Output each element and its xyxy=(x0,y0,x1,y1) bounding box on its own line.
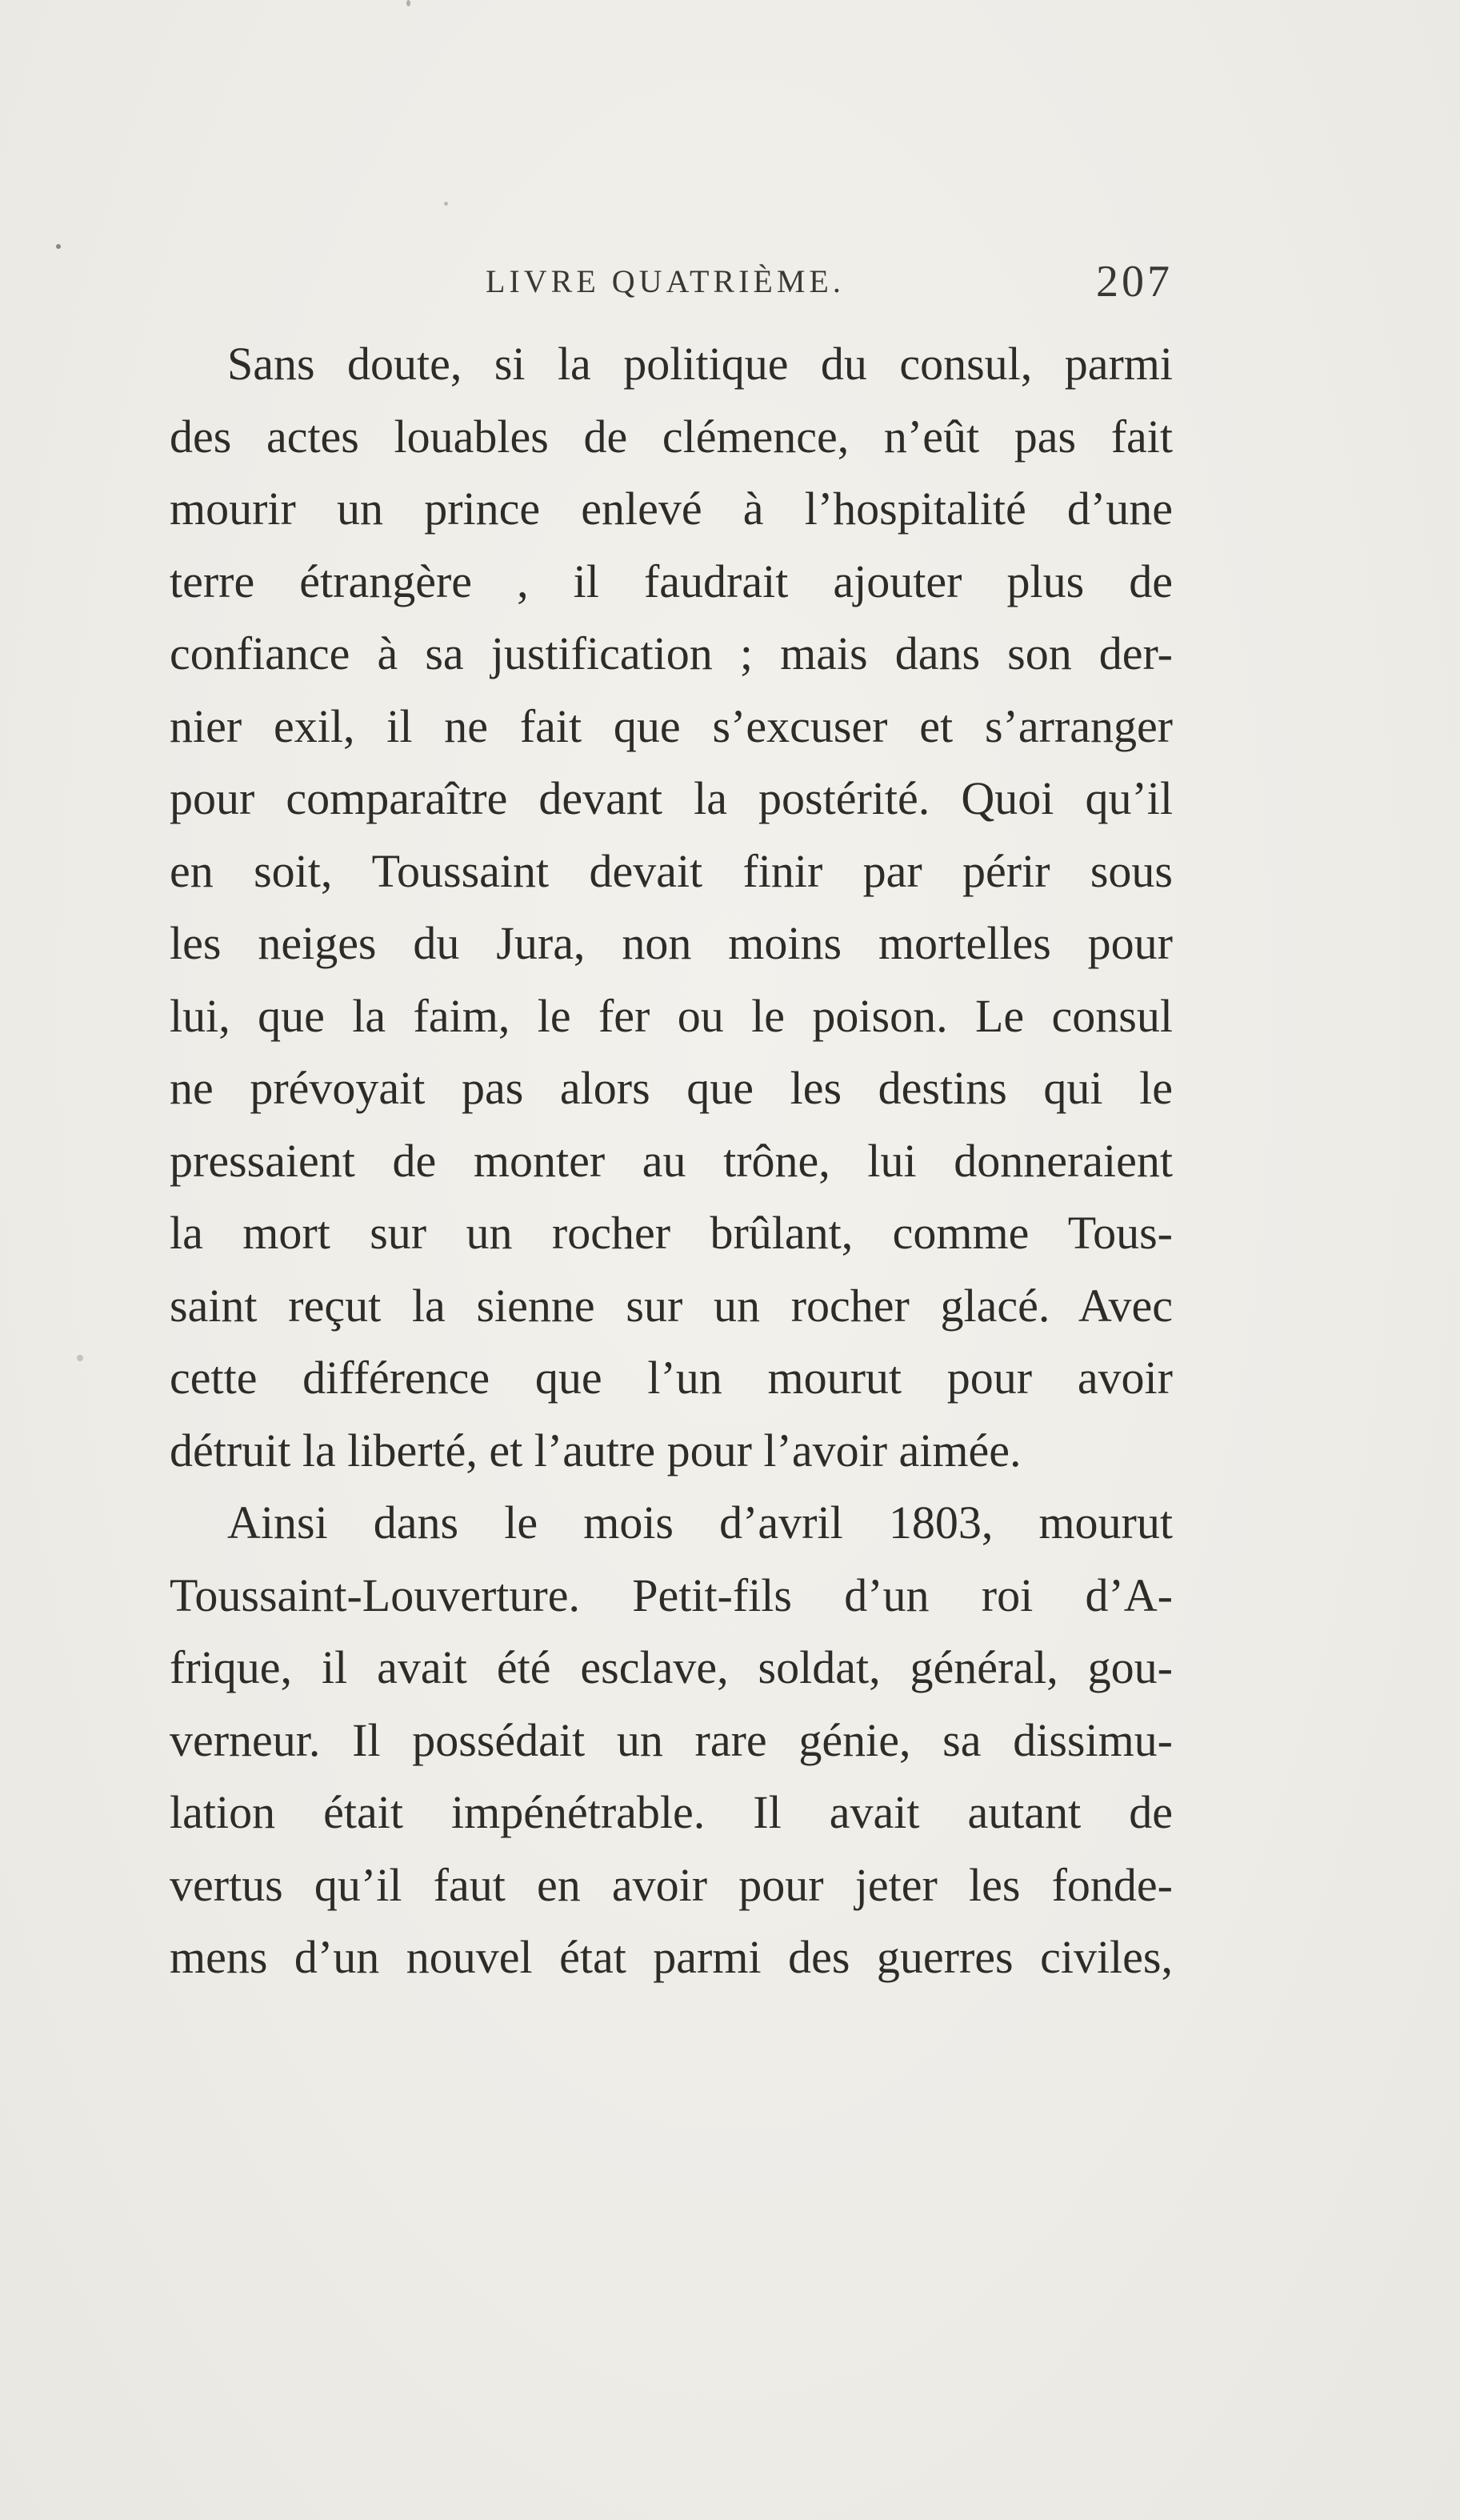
body-text xyxy=(170,328,1173,1994)
text-line: saint reçut la sienne sur un rocher glacé. Avec xyxy=(170,1279,1173,1332)
text-line: terre étrangère , il faudrait ajouter plus de xyxy=(170,555,1173,607)
text-line: lui, que la faim, le fer ou le poison. Le consul xyxy=(170,989,1173,1042)
text-line: mens d’un nouvel état parmi des guerres civiles, xyxy=(170,1931,1173,1983)
paper-speck xyxy=(444,202,448,206)
text-line: lation était impénétrable. Il avait autant de xyxy=(170,1786,1173,1838)
text-line: détruit la liberté, et l’autre pour l’avoir aimée. xyxy=(170,1424,1022,1476)
text-line: frique, il avait été esclave, soldat, général, gou- xyxy=(170,1641,1173,1693)
text-line: les neiges du Jura, non moins mortelles pour xyxy=(170,917,1173,969)
text-line: Sans doute, si la politique du consul, parmi xyxy=(227,338,1173,390)
paper-speck xyxy=(56,244,61,249)
text-line: verneur. Il possédait un rare génie, sa dissimu- xyxy=(170,1713,1173,1766)
paper-speck xyxy=(406,0,410,6)
running-head xyxy=(170,256,1173,304)
text-line: vertus qu’il faut en avoir pour jeter les fonde- xyxy=(170,1858,1173,1911)
text-line: Ainsi dans le mois d’avril 1803, mourut xyxy=(227,1496,1173,1548)
paper-speck xyxy=(77,1355,83,1361)
text-line: pour comparaître devant la postérité. Quoi qu’il xyxy=(170,772,1173,824)
text-line: Toussaint-Louverture. Petit-fils d’un roi d’A- xyxy=(170,1568,1173,1621)
running-title: LIVRE QUATRIÈME. xyxy=(486,263,845,299)
text-line: confiance à sa justification ; mais dans son der- xyxy=(170,627,1173,679)
text-line: des actes louables de clémence, n’eût pas fait xyxy=(170,410,1173,463)
text-line: la mort sur un rocher brûlant, comme Tous- xyxy=(170,1207,1173,1259)
page-number: 207 xyxy=(1096,257,1173,306)
text-line: pressaient de monter au trône, lui donneraient xyxy=(170,1134,1173,1187)
text-line: nier exil, il ne fait que s’excuser et s’arranger xyxy=(170,699,1173,752)
text-line: en soit, Toussaint devait finir par périr sous xyxy=(170,844,1173,897)
text-line: ne prévoyait pas alors que les destins qui le xyxy=(170,1062,1173,1114)
text-line: cette différence que l’un mourut pour avoir xyxy=(170,1352,1173,1404)
text-line: mourir un prince enlevé à l’hospitalité d’une xyxy=(170,483,1173,535)
